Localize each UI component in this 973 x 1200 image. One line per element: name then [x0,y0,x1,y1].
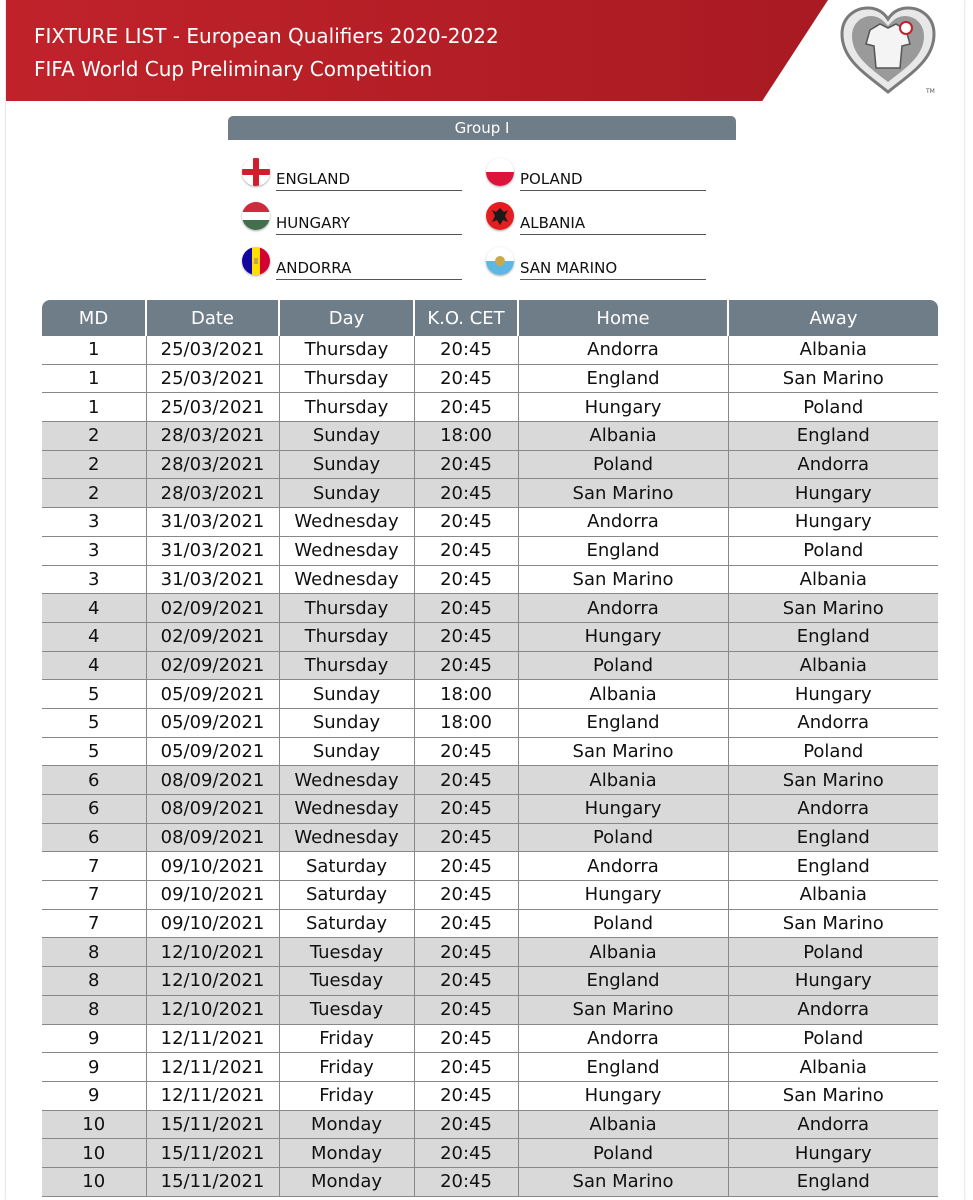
kickoff-cell: 20:45 [414,795,518,824]
away-team-cell: Hungary [728,967,938,996]
day-cell: Saturday [279,881,414,910]
home-team-cell: England [518,967,728,996]
kickoff-cell: 20:45 [414,909,518,938]
matchday-cell: 10 [42,1110,146,1139]
team-name: POLAND [520,170,583,188]
matchday-cell: 9 [42,1053,146,1082]
kickoff-cell: 20:45 [414,1167,518,1196]
kickoff-cell: 18:00 [414,708,518,737]
date-cell: 12/11/2021 [146,1081,279,1110]
home-team-cell: Poland [518,909,728,938]
day-cell: Sunday [279,450,414,479]
matchday-cell: 5 [42,708,146,737]
kickoff-cell: 20:45 [414,881,518,910]
day-cell: Tuesday [279,938,414,967]
home-team-cell: England [518,1053,728,1082]
table-row [42,594,938,623]
date-cell: 08/09/2021 [146,823,279,852]
away-team-cell: Hungary [728,479,938,508]
underline [276,234,462,235]
home-team-cell: Andorra [518,508,728,537]
team-name: ENGLAND [276,170,351,188]
kickoff-cell: 20:45 [414,594,518,623]
home-team-cell: Andorra [518,336,728,364]
home-team-cell: Hungary [518,795,728,824]
fixture-table-body [42,336,938,1196]
table-row [42,881,938,910]
away-team-cell: San Marino [728,594,938,623]
day-cell: Sunday [279,422,414,451]
date-cell: 09/10/2021 [146,909,279,938]
day-cell: Wednesday [279,508,414,537]
date-cell: 02/09/2021 [146,594,279,623]
matchday-cell: 1 [42,336,146,364]
hungary-flag-icon [242,202,270,230]
table-row [42,1167,938,1196]
kickoff-cell: 20:45 [414,967,518,996]
away-team-cell: Albania [728,1053,938,1082]
day-cell: Thursday [279,651,414,680]
kickoff-cell: 20:45 [414,938,518,967]
day-cell: Monday [279,1139,414,1168]
kickoff-cell: 20:45 [414,393,518,422]
away-team-cell: England [728,422,938,451]
underline [520,190,706,191]
header-banner [6,0,828,101]
table-row [42,1139,938,1168]
underline [520,279,706,280]
table-row [42,450,938,479]
home-team-cell: Albania [518,422,728,451]
kickoff-cell: 20:45 [414,823,518,852]
date-cell: 25/03/2021 [146,336,279,364]
matchday-cell: 8 [42,967,146,996]
day-cell: Sunday [279,680,414,709]
matchday-cell: 3 [42,565,146,594]
date-cell: 25/03/2021 [146,364,279,393]
table-row [42,622,938,651]
day-cell: Saturday [279,852,414,881]
matchday-cell: 1 [42,364,146,393]
date-cell: 15/11/2021 [146,1167,279,1196]
date-cell: 25/03/2021 [146,393,279,422]
table-header-row [42,300,938,336]
date-cell: 12/11/2021 [146,1053,279,1082]
matchday-cell: 2 [42,422,146,451]
kickoff-cell: 20:45 [414,450,518,479]
date-cell: 08/09/2021 [146,795,279,824]
table-row [42,479,938,508]
table-row [42,336,938,364]
table-row [42,1081,938,1110]
home-team-cell: England [518,364,728,393]
date-cell: 02/09/2021 [146,622,279,651]
date-cell: 05/09/2021 [146,737,279,766]
underline [276,190,462,191]
matchday-cell: 6 [42,795,146,824]
away-team-cell: England [728,852,938,881]
date-cell: 08/09/2021 [146,766,279,795]
home-team-cell: Hungary [518,393,728,422]
away-team-cell: Poland [728,1024,938,1053]
date-cell: 28/03/2021 [146,479,279,508]
home-team-cell: Poland [518,1139,728,1168]
home-team-cell: Albania [518,766,728,795]
date-cell: 09/10/2021 [146,852,279,881]
date-cell: 31/03/2021 [146,508,279,537]
away-team-cell: Poland [728,938,938,967]
kickoff-cell: 20:45 [414,336,518,364]
date-cell: 28/03/2021 [146,422,279,451]
table-row [42,938,938,967]
table-row [42,795,938,824]
column-header-day: Day [279,300,414,336]
away-team-cell: England [728,823,938,852]
day-cell: Friday [279,1081,414,1110]
matchday-cell: 5 [42,737,146,766]
table-row [42,508,938,537]
home-team-cell: San Marino [518,995,728,1024]
underline [276,279,462,280]
andorra-flag-icon [242,247,270,275]
kickoff-cell: 20:45 [414,852,518,881]
matchday-cell: 4 [42,594,146,623]
date-cell: 12/10/2021 [146,938,279,967]
matchday-cell: 2 [42,479,146,508]
day-cell: Saturday [279,909,414,938]
san-marino-flag-icon [486,247,514,275]
team-name: ALBANIA [520,214,586,232]
table-row [42,823,938,852]
day-cell: Tuesday [279,995,414,1024]
kickoff-cell: 20:45 [414,1024,518,1053]
table-row [42,852,938,881]
matchday-cell: 3 [42,536,146,565]
away-team-cell: San Marino [728,364,938,393]
matchday-cell: 4 [42,622,146,651]
column-header-md: MD [42,300,146,336]
table-row [42,737,938,766]
away-team-cell: England [728,1167,938,1196]
date-cell: 28/03/2021 [146,450,279,479]
team-name: ANDORRA [276,259,352,277]
home-team-cell: Albania [518,938,728,967]
day-cell: Friday [279,1053,414,1082]
away-team-cell: Andorra [728,450,938,479]
away-team-cell: Poland [728,536,938,565]
kickoff-cell: 20:45 [414,508,518,537]
day-cell: Friday [279,1024,414,1053]
matchday-cell: 7 [42,852,146,881]
day-cell: Thursday [279,594,414,623]
england-flag-icon [242,158,270,186]
away-team-cell: San Marino [728,766,938,795]
matchday-cell: 4 [42,651,146,680]
column-header-date: Date [146,300,279,336]
matchday-cell: 6 [42,766,146,795]
day-cell: Wednesday [279,823,414,852]
away-team-cell: Hungary [728,1139,938,1168]
team-name: HUNGARY [276,214,350,232]
poland-flag-icon [486,158,514,186]
table-row [42,422,938,451]
home-team-cell: Albania [518,1110,728,1139]
date-cell: 31/03/2021 [146,536,279,565]
home-team-cell: Albania [518,680,728,709]
day-cell: Thursday [279,364,414,393]
table-row [42,364,938,393]
date-cell: 09/10/2021 [146,881,279,910]
underline [520,234,706,235]
home-team-cell: Hungary [518,881,728,910]
matchday-cell: 8 [42,938,146,967]
kickoff-cell: 20:45 [414,651,518,680]
kickoff-cell: 20:45 [414,995,518,1024]
table-row [42,766,938,795]
away-team-cell: Andorra [728,1110,938,1139]
away-team-cell: Albania [728,565,938,594]
away-team-cell: Hungary [728,508,938,537]
date-cell: 05/09/2021 [146,680,279,709]
date-cell: 12/10/2021 [146,967,279,996]
table-row [42,708,938,737]
day-cell: Monday [279,1110,414,1139]
home-team-cell: San Marino [518,1167,728,1196]
column-header-away: Away [728,300,938,336]
table-row [42,967,938,996]
away-team-cell: Albania [728,881,938,910]
page-title: FIXTURE LIST - European Qualifiers 2020-2022 [34,24,499,48]
kickoff-cell: 18:00 [414,422,518,451]
day-cell: Wednesday [279,795,414,824]
matchday-cell: 8 [42,995,146,1024]
home-team-cell: Poland [518,450,728,479]
date-cell: 05/09/2021 [146,708,279,737]
kickoff-cell: 20:45 [414,479,518,508]
away-team-cell: Andorra [728,995,938,1024]
day-cell: Sunday [279,708,414,737]
day-cell: Wednesday [279,766,414,795]
kickoff-cell: 20:45 [414,1139,518,1168]
home-team-cell: England [518,536,728,565]
away-team-cell: Andorra [728,708,938,737]
home-team-cell: San Marino [518,565,728,594]
european-qualifiers-heart-logo-icon [836,4,940,98]
day-cell: Thursday [279,336,414,364]
kickoff-cell: 20:45 [414,364,518,393]
table-row [42,1053,938,1082]
away-team-cell: Andorra [728,795,938,824]
home-team-cell: Andorra [518,1024,728,1053]
day-cell: Thursday [279,393,414,422]
table-row [42,909,938,938]
albania-flag-icon [486,202,514,230]
column-header-home: Home [518,300,728,336]
trademark-mark: TM [926,88,935,95]
date-cell: 31/03/2021 [146,565,279,594]
kickoff-cell: 20:45 [414,565,518,594]
matchday-cell: 9 [42,1081,146,1110]
kickoff-cell: 20:45 [414,1110,518,1139]
kickoff-cell: 20:45 [414,1053,518,1082]
matchday-cell: 1 [42,393,146,422]
date-cell: 15/11/2021 [146,1110,279,1139]
home-team-cell: Andorra [518,594,728,623]
date-cell: 15/11/2021 [146,1139,279,1168]
group-label: Group I [228,116,736,140]
day-cell: Thursday [279,622,414,651]
home-team-cell: England [518,708,728,737]
kickoff-cell: 18:00 [414,680,518,709]
day-cell: Sunday [279,479,414,508]
matchday-cell: 3 [42,508,146,537]
matchday-cell: 6 [42,823,146,852]
matchday-cell: 10 [42,1167,146,1196]
away-team-cell: San Marino [728,909,938,938]
matchday-cell: 9 [42,1024,146,1053]
home-team-cell: Andorra [518,852,728,881]
team-name: SAN MARINO [520,259,618,277]
day-cell: Wednesday [279,565,414,594]
home-team-cell: Hungary [518,622,728,651]
matchday-cell: 2 [42,450,146,479]
day-cell: Sunday [279,737,414,766]
kickoff-cell: 20:45 [414,766,518,795]
kickoff-cell: 20:45 [414,536,518,565]
matchday-cell: 7 [42,881,146,910]
table-row [42,536,938,565]
home-team-cell: San Marino [518,479,728,508]
away-team-cell: Albania [728,651,938,680]
day-cell: Monday [279,1167,414,1196]
date-cell: 12/10/2021 [146,995,279,1024]
day-cell: Wednesday [279,536,414,565]
kickoff-cell: 20:45 [414,622,518,651]
table-row [42,565,938,594]
away-team-cell: Albania [728,336,938,364]
matchday-cell: 10 [42,1139,146,1168]
fixture-table [42,300,938,1197]
page-subtitle: FIFA World Cup Preliminary Competition [34,57,433,81]
table-row [42,651,938,680]
table-row [42,995,938,1024]
table-row [42,680,938,709]
table-row [42,1110,938,1139]
home-team-cell: Poland [518,823,728,852]
away-team-cell: San Marino [728,1081,938,1110]
kickoff-cell: 20:45 [414,1081,518,1110]
away-team-cell: Hungary [728,680,938,709]
date-cell: 02/09/2021 [146,651,279,680]
away-team-cell: Poland [728,737,938,766]
date-cell: 12/11/2021 [146,1024,279,1053]
day-cell: Tuesday [279,967,414,996]
home-team-cell: Hungary [518,1081,728,1110]
home-team-cell: San Marino [518,737,728,766]
matchday-cell: 7 [42,909,146,938]
table-row [42,1024,938,1053]
matchday-cell: 5 [42,680,146,709]
away-team-cell: England [728,622,938,651]
home-team-cell: Poland [518,651,728,680]
column-header-kickoff: K.O. CET [414,300,518,336]
away-team-cell: Poland [728,393,938,422]
table-row [42,393,938,422]
kickoff-cell: 20:45 [414,737,518,766]
